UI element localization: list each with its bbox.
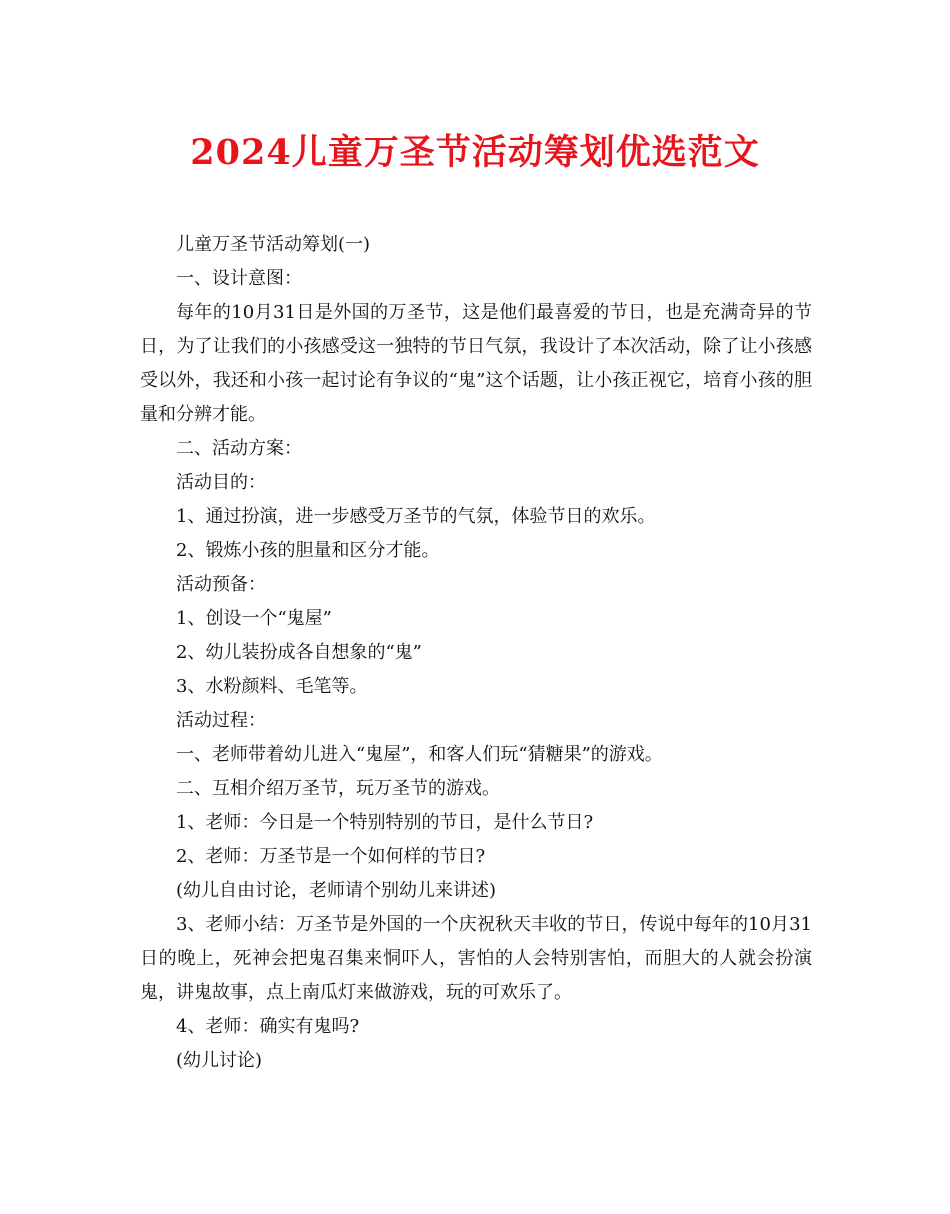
paragraph: 2、老师：万圣节是一个如何样的节日? (176, 846, 486, 867)
paragraph: 3、老师小结：万圣节是外国的一个庆祝秋天丰收的节日，传说中每年的10月31日的晚上，死神会把鬼召集来恫吓人，害怕的人会特别害怕，而胆大的人就会扮演鬼，讲鬼故事，点上南瓜灯来做游戏，玩的可欢乐了。 (140, 914, 812, 1003)
paragraph: 活动目的： (176, 472, 266, 493)
paragraph: 每年的10月31日是外国的万圣节，这是他们最喜爱的节日，也是充满奇异的节日，为了让我们的小孩感受这一独特的节日气氛，我设计了本次活动，除了让小孩感受以外，我还和小孩一起讨论有争议的“鬼”这个话题，让小孩正视它，培育小孩的胆量和分辨才能。 (140, 302, 812, 425)
paragraph: 一、设计意图： (176, 268, 302, 289)
paragraph: 4、老师：确实有鬼吗? (176, 1016, 360, 1037)
paragraph: 活动过程： (176, 710, 266, 731)
document-title: 2024儿童万圣节活动筹划优选范文 (190, 132, 760, 173)
paragraph: (幼儿自由讨论，老师请个别幼儿来讲述) (176, 880, 497, 901)
document-body (140, 228, 812, 1078)
paragraph: 2、锻炼小孩的胆量和区分才能。 (176, 540, 440, 561)
paragraph: 二、互相介绍万圣节，玩万圣节的游戏。 (176, 778, 500, 799)
paragraph: 1、通过扮演，进一步感受万圣节的气氛，体验节日的欢乐。 (176, 506, 656, 527)
paragraph: 一、老师带着幼儿进入“鬼屋”，和客人们玩“猜糖果”的游戏。 (176, 744, 663, 765)
paragraph: 2、幼儿装扮成各自想象的“鬼” (176, 642, 422, 663)
paragraph: 1、创设一个“鬼屋” (176, 608, 332, 629)
paragraph: 儿童万圣节活动筹划(一) (176, 234, 371, 255)
paragraph: 二、活动方案： (176, 438, 302, 459)
paragraph: (幼儿讨论) (176, 1050, 263, 1071)
paragraph: 1、老师：今日是一个特别特别的节日，是什么节日? (176, 812, 594, 833)
paragraph: 3、水粉颜料、毛笔等。 (176, 676, 368, 697)
paragraph: 活动预备： (176, 574, 266, 595)
